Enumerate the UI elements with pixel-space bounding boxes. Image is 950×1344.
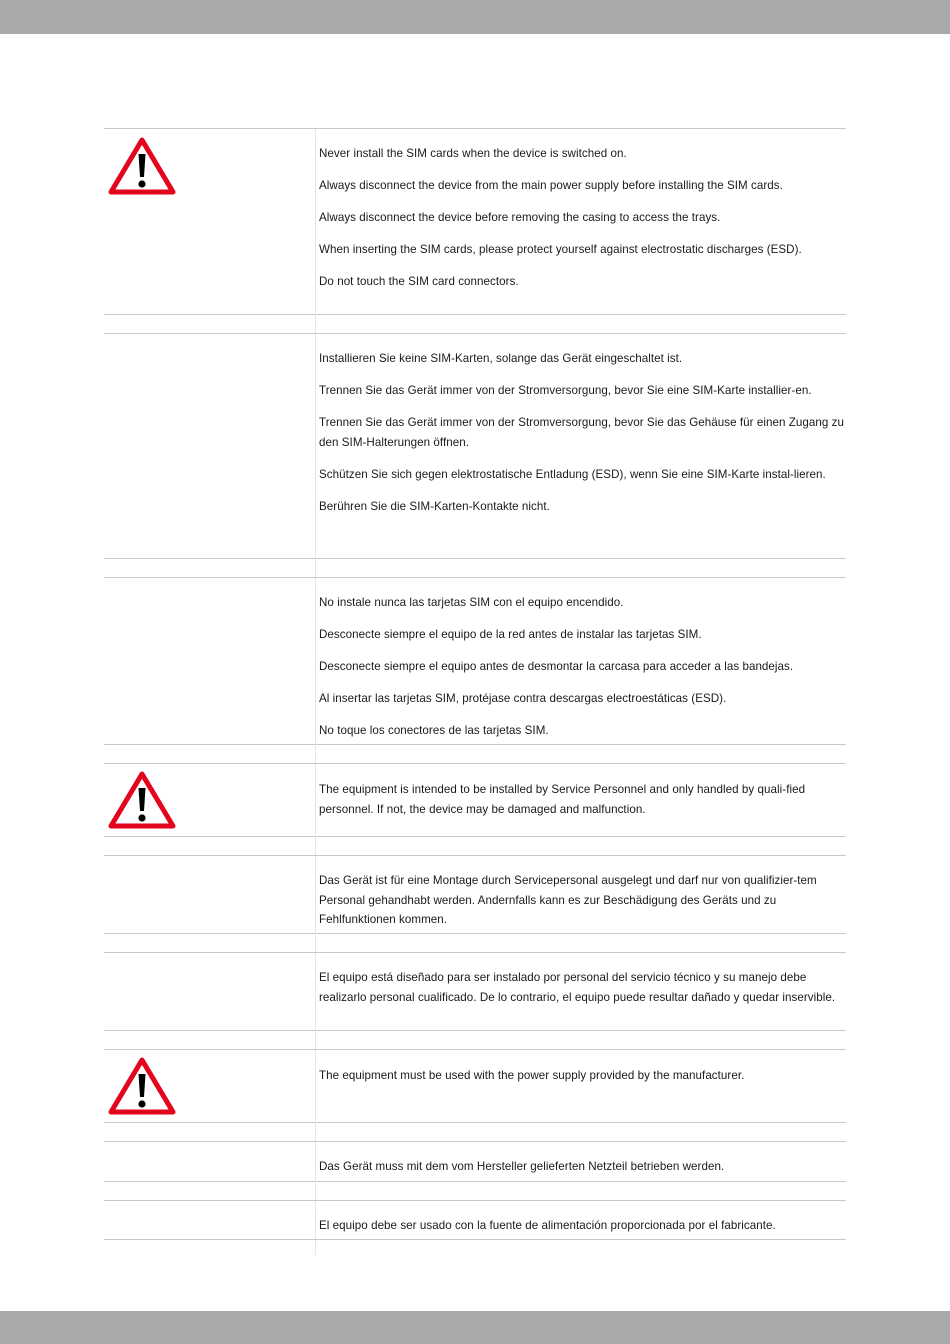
notice-row-sim-de xyxy=(104,333,846,558)
notice-row-power-es xyxy=(104,1200,846,1240)
paragraph: El equipo debe ser usado con la fuente de alimentación proporcionada por el fabricante. xyxy=(319,1219,776,1232)
paragraph: Desconecte siempre el equipo de la red antes de instalar las tarjetas SIM. xyxy=(319,628,702,641)
paragraph: The equipment must be used with the power supply provided by the manufacturer. xyxy=(319,1069,745,1082)
row-spacer xyxy=(104,836,846,855)
paragraph: Always disconnect the device before removing the casing to access the trays. xyxy=(319,211,721,224)
notice-row-personnel-en xyxy=(104,763,846,836)
paragraph: No instale nunca las tarjetas SIM con el equipo encendido. xyxy=(319,596,624,609)
warning-triangle-icon xyxy=(108,770,176,830)
paragraph: Trennen Sie das Gerät immer von der Stromversorgung, bevor Sie eine SIM-Karte installier-en. xyxy=(319,384,812,397)
text-cell xyxy=(319,1142,846,1177)
footer-bar xyxy=(0,1311,950,1344)
row-spacer xyxy=(104,314,846,333)
paragraph: Das Gerät ist für eine Montage durch Servicepersonal ausgelegt und darf nur von qualifizier-tem Personal gehandhabt werden. Andernfalls kann es zur Beschädigung des Geräts und zu Fehlfunktionen kommen. xyxy=(319,874,817,926)
notice-row-personnel-de xyxy=(104,855,846,933)
notice-row-power-en xyxy=(104,1049,846,1122)
paragraph: Berühren Sie die SIM-Karten-Kontakte nicht. xyxy=(319,499,550,513)
paragraph: When inserting the SIM cards, please protect yourself against electrostatic discharges (ESD). xyxy=(319,243,802,256)
text-cell xyxy=(319,953,846,1007)
warning-triangle-icon xyxy=(108,136,176,196)
paragraph: Do not touch the SIM card connectors. xyxy=(319,275,519,288)
text-cell xyxy=(319,129,846,292)
paragraph: Desconecte siempre el equipo antes de desmontar la carcasa para acceder a las bandejas. xyxy=(319,660,794,673)
notice-row-sim-en xyxy=(104,128,846,314)
notice-row-power-de xyxy=(104,1141,846,1181)
row-spacer xyxy=(104,1181,846,1200)
warning-triangle-icon xyxy=(108,1056,176,1116)
text-cell xyxy=(319,578,846,741)
paragraph: Never install the SIM cards when the device is switched on. xyxy=(319,147,627,160)
text-cell xyxy=(319,764,846,819)
paragraph: Das Gerät muss mit dem vom Hersteller gelieferten Netzteil betrieben werden. xyxy=(319,1160,725,1173)
row-spacer xyxy=(104,933,846,952)
row-spacer xyxy=(104,1030,846,1049)
text-cell xyxy=(319,856,846,930)
paragraph: Al insertar las tarjetas SIM, protéjase contra descargas electroestáticas (ESD). xyxy=(319,692,727,705)
paragraph: No toque los conectores de las tarjetas SIM. xyxy=(319,724,549,737)
notice-row-personnel-es xyxy=(104,952,846,1030)
paragraph: El equipo está diseñado para ser instalado por personal del servicio técnico y su manejo debe realizarlo personal cualificado. De lo contrario, el equipo puede resultar dañado y quedar inservible. xyxy=(319,971,836,1004)
paragraph: Always disconnect the device from the main power supply before installing the SIM cards. xyxy=(319,179,783,192)
paragraph: Installieren Sie keine SIM-Karten, solange das Gerät eingeschaltet ist. xyxy=(319,352,683,365)
notice-row-sim-es xyxy=(104,577,846,744)
paragraph: Schützen Sie sich gegen elektrostatische Entladung (ESD), wenn Sie eine SIM-Karte instal-lieren. xyxy=(319,467,826,481)
text-cell xyxy=(319,1050,846,1086)
text-cell xyxy=(319,334,846,516)
paragraph: Trennen Sie das Gerät immer von der Stromversorgung, bevor Sie das Gehäuse für einen Zugang zu den SIM-Halterungen öffnen. xyxy=(319,416,844,449)
header-bar xyxy=(0,0,950,34)
paragraph: The equipment is intended to be installed by Service Personnel and only handled by quali-fied personnel. If not, the device may be damaged and malfunction. xyxy=(319,783,806,816)
row-spacer xyxy=(104,558,846,577)
text-cell xyxy=(319,1201,846,1236)
row-spacer xyxy=(104,1122,846,1141)
row-spacer xyxy=(104,744,846,763)
safety-notice-table xyxy=(104,128,846,1240)
